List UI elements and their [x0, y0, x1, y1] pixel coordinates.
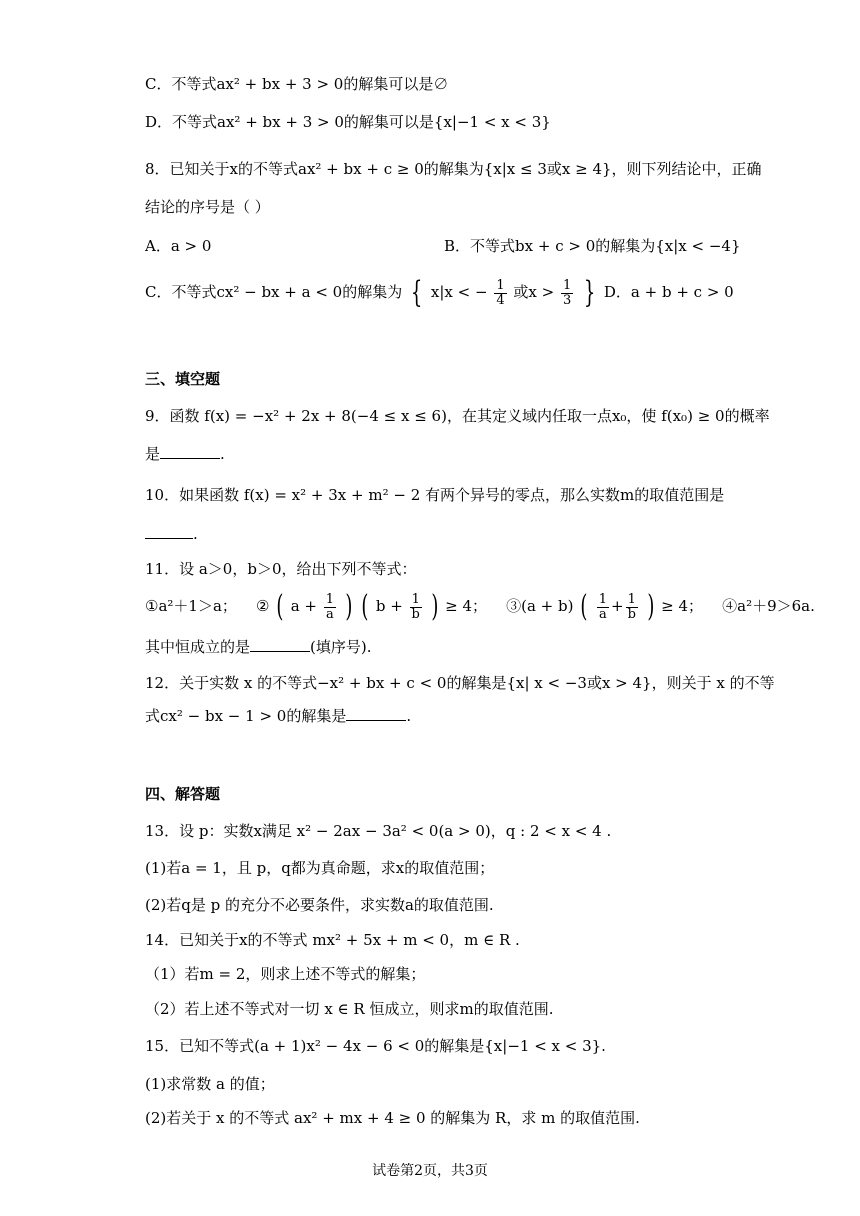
right-brace: } — [583, 275, 596, 310]
left-paren: ( — [361, 589, 369, 624]
q9-line2-text: 是 — [145, 445, 161, 463]
q8-option-d: D．a + b + c > 0 — [603, 283, 734, 301]
q13-line3: (2)若q是 p 的充分不必要条件，求实数a的取值范围. — [145, 896, 494, 914]
q11-line1: 11．设 a＞0，b＞0，给出下列不等式： — [145, 560, 417, 578]
right-paren: ) — [430, 589, 438, 624]
q10-line1: 10．如果函数 f(x) = x² + 3x + m² − 2 有两个异号的零点，那么实数m的取值范围是 — [145, 486, 725, 504]
fraction-numerator: 1 — [411, 591, 420, 607]
q8-stem-line1: 8．已知关于x的不等式ax² + bx + c ≥ 0的解集为{x|x ≤ 3或x ≥ 4}，则下列结论中，正确 — [145, 160, 762, 178]
fraction-denominator: b — [627, 606, 636, 622]
q8-option-c — [145, 275, 734, 310]
q14-line2: （1）若m = 2，则求上述不等式的解集； — [145, 965, 426, 983]
answer-blank[interactable] — [346, 706, 406, 721]
q14-line1: 14．已知关于x的不等式 mx² + 5x + m < 0，m ∈ R . — [145, 931, 520, 949]
fraction-one-quarter — [494, 279, 506, 308]
answer-blank[interactable] — [250, 637, 310, 652]
q8-option-c-set: x|x < − — [430, 283, 488, 301]
q11-item2-b: b + — [375, 597, 403, 615]
q10-line2: . — [145, 523, 198, 545]
left-paren: ( — [276, 589, 284, 624]
right-paren: ) — [647, 589, 655, 624]
fraction-denominator: 3 — [562, 292, 572, 308]
fraction-one-over-a — [597, 593, 609, 622]
q8-option-b: B．不等式bx + c > 0的解集为{x|x < −4} — [444, 237, 741, 255]
q11-item2-label: ② — [255, 597, 270, 615]
q13-line2: (1)若a = 1，且 p，q都为真命题，求x的取值范围； — [145, 859, 495, 877]
fraction-denominator: a — [326, 606, 334, 622]
q8-option-c-text: C．不等式cx² − bx + a < 0的解集为 — [145, 283, 403, 301]
fraction-one-over-b — [626, 593, 638, 622]
q8-option-c-or: 或x > — [513, 283, 555, 301]
q11-line3 — [145, 636, 372, 658]
fraction-denominator: b — [411, 606, 420, 622]
q12-line2: 式cx² − bx − 1 > 0的解集是 . — [145, 707, 412, 725]
q11-item3-label: ③(a + b) — [506, 597, 574, 615]
left-brace: { — [410, 275, 423, 310]
answer-blank[interactable] — [160, 444, 220, 459]
fraction-one-over-b — [410, 593, 422, 622]
q15-line1: 15．已知不等式(a + 1)x² − 4x − 6 < 0的解集是{x|−1 < x < 3}. — [145, 1037, 606, 1055]
section-fill-in: 三、填空题 — [145, 370, 221, 388]
q7-option-c: C．不等式ax² + bx + 3 > 0的解集可以是∅ — [145, 75, 449, 93]
fraction-numerator: 1 — [562, 277, 572, 293]
left-paren: ( — [580, 589, 588, 624]
fraction-denominator: a — [598, 606, 607, 622]
q12-line1: 12．关于实数 x 的不等式−x² + bx + c < 0的解集是{x| x < −3或x > 4}，则关于 x 的不等 — [145, 674, 775, 692]
fraction-one-third — [561, 279, 573, 308]
q11-line3-pre: 其中恒成立的是 — [145, 638, 251, 656]
q11-line3-post: (填序号). — [310, 638, 372, 656]
q7-option-d: D．不等式ax² + bx + 3 > 0的解集可以是{x|−1 < x < 3} — [145, 113, 551, 131]
q11-item3-ineq: ≥ 4； — [661, 597, 704, 615]
q11-item4: ④a²＋9＞6a. — [722, 597, 815, 615]
q15-line2: (1)求常数 a 的值； — [145, 1075, 275, 1093]
q11-item2-ineq: ≥ 4； — [445, 597, 488, 615]
fraction-denominator: 4 — [496, 292, 505, 308]
q9-line2: 是 . — [145, 445, 225, 463]
page-footer: 试卷第2页，共3页 — [372, 1163, 488, 1179]
q8-stem-line2: 结论的序号是（ ） — [145, 198, 270, 216]
fraction-numerator: 1 — [627, 591, 636, 607]
q11-item1: ①a²＋1＞a； — [145, 597, 237, 615]
answer-blank[interactable] — [145, 524, 193, 539]
q9-line1: 9．函数 f(x) = −x² + 2x + 8(−4 ≤ x ≤ 6)，在其定义域内任取一点x₀，使 f(x₀) ≥ 0的概率 — [145, 407, 770, 425]
q11-item2-a: a + — [290, 597, 317, 615]
q15-line3: (2)若关于 x 的不等式 ax² + mx + 4 ≥ 0 的解集为 R，求 m 的取值范围. — [145, 1109, 640, 1127]
q11-items: ①a²＋1＞a； ② ( a + $\frac{1}{a}$ ) ( b + $\frac{1}{b}$ ) ≥ 4； ③(a + b) ( $\frac{1}{a}$ + $\frac{1}{b}$ ) ≥ 4； ④a²＋9＞6a. — [145, 589, 815, 624]
section-answers: 四、解答题 — [145, 785, 221, 803]
fraction-numerator: 1 — [598, 591, 608, 607]
q8-option-a: A．a > 0 — [145, 237, 212, 255]
right-paren: ) — [345, 589, 353, 624]
q13-line1: 13．设 p：实数x满足 x² − 2ax − 3a² < 0(a > 0)，q : 2 < x < 4 . — [145, 822, 612, 840]
q12-line2-text: 式cx² − bx − 1 > 0的解集是 — [145, 707, 347, 725]
q14-line3: （2）若上述不等式对一切 x ∈ R 恒成立，则求m的取值范围. — [145, 1000, 554, 1018]
fraction-one-over-a — [324, 593, 336, 622]
fraction-numerator: 1 — [325, 591, 335, 607]
fraction-numerator: 1 — [496, 277, 505, 293]
